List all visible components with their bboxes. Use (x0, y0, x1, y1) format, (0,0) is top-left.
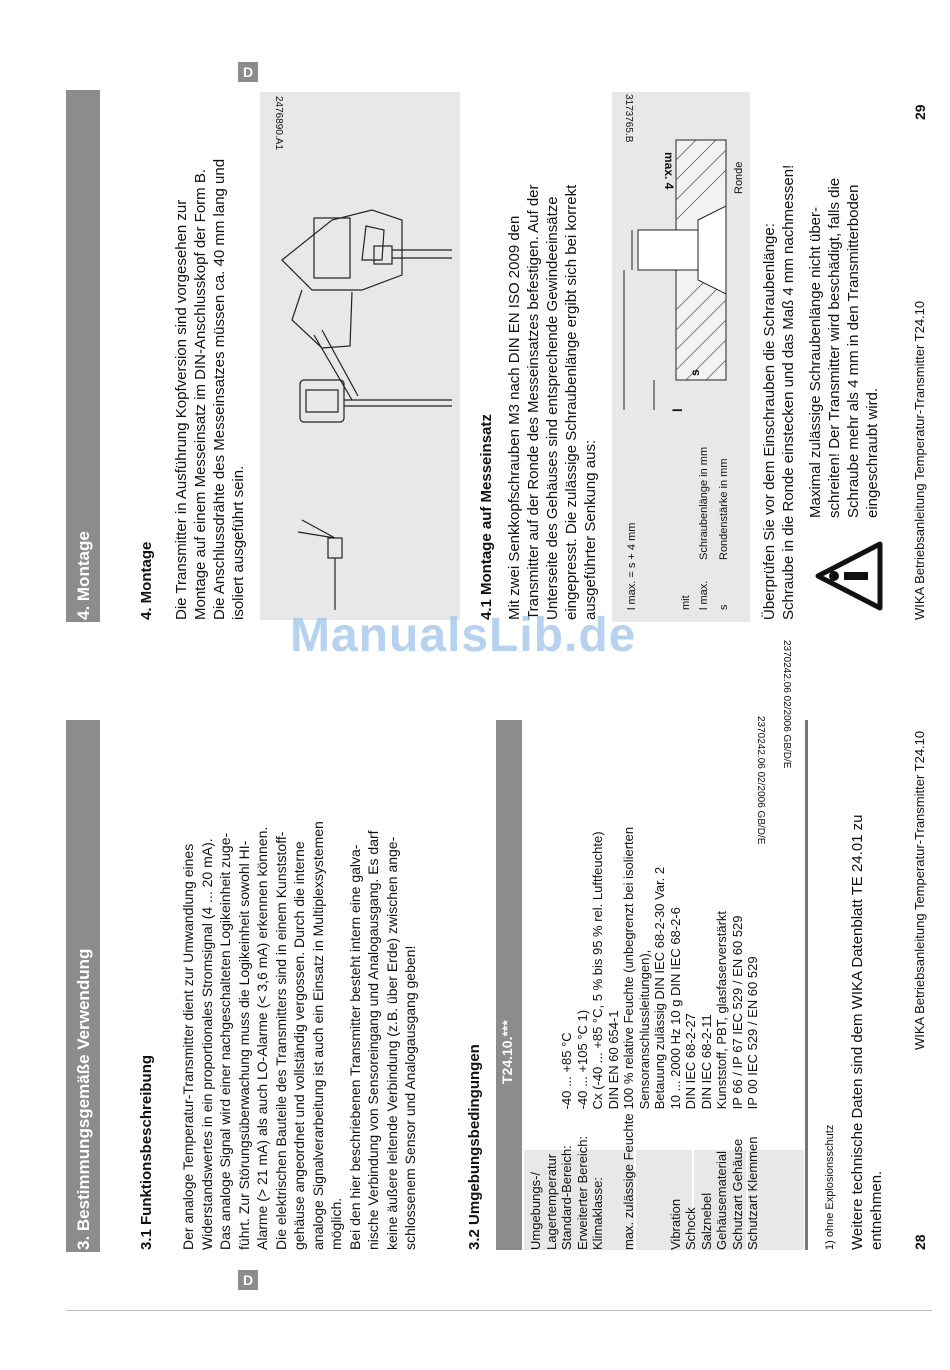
row-label: Schutzart Gehäuse (729, 1138, 745, 1250)
table-row (528, 823, 544, 1250)
environment-table (528, 823, 761, 1250)
row-value: Cx (-40 ... +85 °C, 5 % bis 95 % rel. Luftfeuchte) (590, 831, 605, 1110)
figure2-code: 3173765.B (623, 94, 634, 143)
s-label: s (718, 604, 730, 610)
heading-funktion: 3.1 Funktionsbeschreibung (138, 1054, 155, 1250)
text-line: Maximal zulässige Schraubenlänge nicht über- (807, 206, 824, 518)
page-number-right: 29 (912, 104, 928, 120)
text-line: Die Transmitter in Ausführung Kopfversion sind vorgesehen zur (173, 199, 190, 620)
side-tag-right: D (238, 62, 258, 82)
table-row (668, 823, 684, 1250)
table-row (699, 823, 715, 1250)
check-text (760, 80, 798, 620)
table-header-band (496, 720, 522, 1250)
text-line: gehäuse angeordnet und vollständig vergossen. Durch die interne (291, 841, 307, 1250)
row-value: 10 ... 2000 Hz 10 g DIN IEC 68-2-6 (667, 907, 683, 1110)
text-line: Weitere technische Daten sind dem WIKA Datenblatt TE 24.01 zu (849, 814, 866, 1250)
row-value: 100 % relative Feuchte (unbegrenzt bei isolierten (621, 826, 636, 1110)
side-tag-left: D (238, 1270, 258, 1290)
table-row (683, 823, 699, 1250)
page-number-left: 28 (912, 1234, 928, 1250)
text-line: Alarme (> 21 mA) als auch LO-Alarme (< 3,6 mA) erkennen können. (254, 826, 270, 1250)
row-value: Betauung zulässig DIN IEC 68-2-30 Var. 2 (652, 866, 667, 1110)
warning-text (806, 78, 882, 518)
lmax-label: l max. (698, 580, 710, 610)
row-value (528, 823, 544, 1110)
row-value: Sensoranschlussleitungen), (636, 949, 652, 1110)
text-line: Transmitter auf der Ronde des Messeinsatzes befestigen. Auf der (525, 184, 542, 620)
row-label: Gehäusematerial (714, 1151, 729, 1250)
row-label (637, 1109, 653, 1250)
text-line: Unterseite des Gehäuses sind entsprechende Gewindeeinsätze (544, 196, 561, 620)
text-line: führt. Zur Störungsüberwachung muss die Logikeinheit sowohl HI- (235, 840, 252, 1250)
footer-left: WIKA Betriebsanleitung Temperatur-Transmitter T24.10 (912, 730, 927, 1050)
text-line: schlossenem Sensor und Analogausgang geben! (402, 945, 418, 1250)
table-bottom-rule (805, 720, 808, 1250)
warning-icon (814, 540, 886, 612)
row-value: -40 ... +85 °C (559, 1032, 574, 1110)
screw-drawing (614, 110, 748, 410)
text-line: nische Verbindung von Sensoreingang und Analogausgang. Es darf (365, 830, 381, 1250)
row-label: Schock (683, 1207, 698, 1250)
text-line: analoge Signalverarbeitung ist auch ein Einsatz in Multiplexsystemen (309, 821, 326, 1250)
page-divider (66, 1310, 932, 1311)
row-label: Salznebel (698, 1192, 714, 1250)
table-row (606, 823, 622, 1250)
table-row (637, 823, 653, 1250)
text-line: eingepresst. Die zulässige Schraubenlänge ergibt sich bei korrekt (563, 184, 580, 620)
table-row (714, 823, 730, 1250)
heading-messeinsatz: 4.1 Montage auf Messeinsatz (478, 414, 495, 620)
text-line: Montage auf einem Messeinsatz im DIN-Anschlusskopf der Form B. (192, 168, 209, 620)
row-value: DIN IEC 68-2-27 (683, 1013, 698, 1110)
heading-montage: 4. Montage (138, 541, 155, 620)
dim-max: max. 4 (662, 152, 676, 190)
table-row (590, 823, 606, 1250)
text-line: Schraube in die Ronde einstecken und das Maß 4 mm nachmessen! (780, 164, 797, 620)
text-line: entnehmen. (868, 1170, 885, 1250)
row-label (652, 1109, 668, 1250)
s-desc: Rondenstärke in mm (718, 458, 730, 560)
section-title-left: 3. Bestimmungsgemäße Verwendung (74, 948, 93, 1250)
heading-umgebung: 3.2 Umgebungsbedingungen (466, 1044, 483, 1250)
text-line: Bei den hier beschriebenen Transmitter besteht intern eine galva- (346, 844, 363, 1250)
row-value: IP 00 IEC 529 / EN 60 529 (745, 956, 760, 1110)
text-line: Der analoge Temperatur-Transmitter dient zur Umwandlung eines (180, 843, 196, 1250)
transmitter-drawing (262, 100, 458, 610)
text-line: Schraube mehr als 4 mm in den Transmitterboden (845, 184, 862, 518)
montage-text (172, 80, 248, 620)
doc-code-right: 2370242.06 02/2006 GB/D/E (781, 640, 792, 769)
row-value: -40 ... +105 °C 1) (574, 1009, 590, 1110)
table-row (652, 823, 668, 1250)
dim-s: s (688, 369, 702, 376)
row-value: Kunststoff, PBT, glasfaserverstärkt (714, 910, 729, 1110)
lmax-desc: Schraubenlänge in mm (698, 446, 710, 560)
table-row (575, 823, 591, 1250)
text-line: Die Anschlussdrähte des Messeinsatzes müssen ca. 40 mm lang und (211, 158, 228, 620)
text-line: isoliert ausgeführt sein. (230, 465, 247, 620)
table-row (745, 823, 761, 1250)
table-row (621, 823, 637, 1250)
text-line: möglich. (328, 1197, 344, 1250)
row-label (606, 1109, 622, 1250)
text-line: Überprüfen Sie vor dem Einschrauben die Schraubenlänge: (761, 223, 778, 620)
row-label: Schutzart Klemmen (745, 1136, 760, 1250)
row-value: DIN EN 60 654-1 (605, 1010, 621, 1110)
text-line: keine äußere leitende Verbindung (z.B. über Erde) zwischen ange- (383, 836, 400, 1250)
table-header: T24.10.*** (499, 1020, 515, 1084)
text-line: ausgeführter Senkung aus: (582, 439, 599, 620)
row-label: Vibration (667, 1198, 683, 1250)
section-title-right: 4. Montage (74, 531, 93, 620)
text-line: eingeschraubt wird. (864, 387, 881, 518)
row-label: Klimaklasse: (590, 1177, 605, 1250)
row-value: IP 66 / IP 67 IEC 529 / EN 60 529 (729, 915, 745, 1110)
formula-mit: mit (680, 595, 692, 610)
row-label: Lagertemperatur (543, 1153, 559, 1250)
further-data-text (848, 710, 886, 1250)
messeinsatz-text (505, 80, 600, 620)
table-row (559, 823, 575, 1250)
watermark: ManualsLib.de (290, 609, 637, 662)
footer-right: WIKA Betriebsanleitung Temperatur-Transmitter T24.10 (912, 300, 927, 620)
formula: l max. = s + 4 mm (626, 522, 638, 610)
text-line: Widerstandswertes in ein proportionales Stromsignal (4 ... 20 mA). (198, 838, 215, 1250)
doc-code-left: 2370242.06 02/2006 GB/D/E (755, 716, 766, 845)
dim-l: l (670, 408, 685, 412)
ronde-label: Ronde (733, 161, 745, 194)
text-line: Das analoge Signal wird einer nachgeschalteten Logikeinheit zuge- (217, 832, 233, 1250)
footnote: 1) ohne Explosionsschutz (824, 1124, 836, 1250)
row-label: Erweiterter Bereich: (574, 1135, 590, 1250)
text-line: Die elektrischen Bauteile des Transmitters sind in einem Kunststoff- (272, 831, 289, 1250)
row-label: max. zulässige Feuchte (621, 1113, 636, 1250)
table-row (730, 823, 746, 1250)
row-value (544, 823, 560, 1110)
text-line: schreiten! Der Transmitter wird beschädigt, falls die (826, 177, 843, 518)
figure1-code: 2476890.A1 (273, 96, 284, 150)
row-label: Umgebungs-/ (528, 1171, 543, 1250)
row-label: Standard-Bereich: (559, 1145, 574, 1250)
text-line: Mit zwei Senkkopfschrauben M3 nach DIN EN ISO 2009 den (506, 215, 523, 620)
funktion-text (179, 710, 420, 1250)
row-value: DIN IEC 68-2-11 (698, 1014, 714, 1110)
table-row (544, 823, 560, 1250)
